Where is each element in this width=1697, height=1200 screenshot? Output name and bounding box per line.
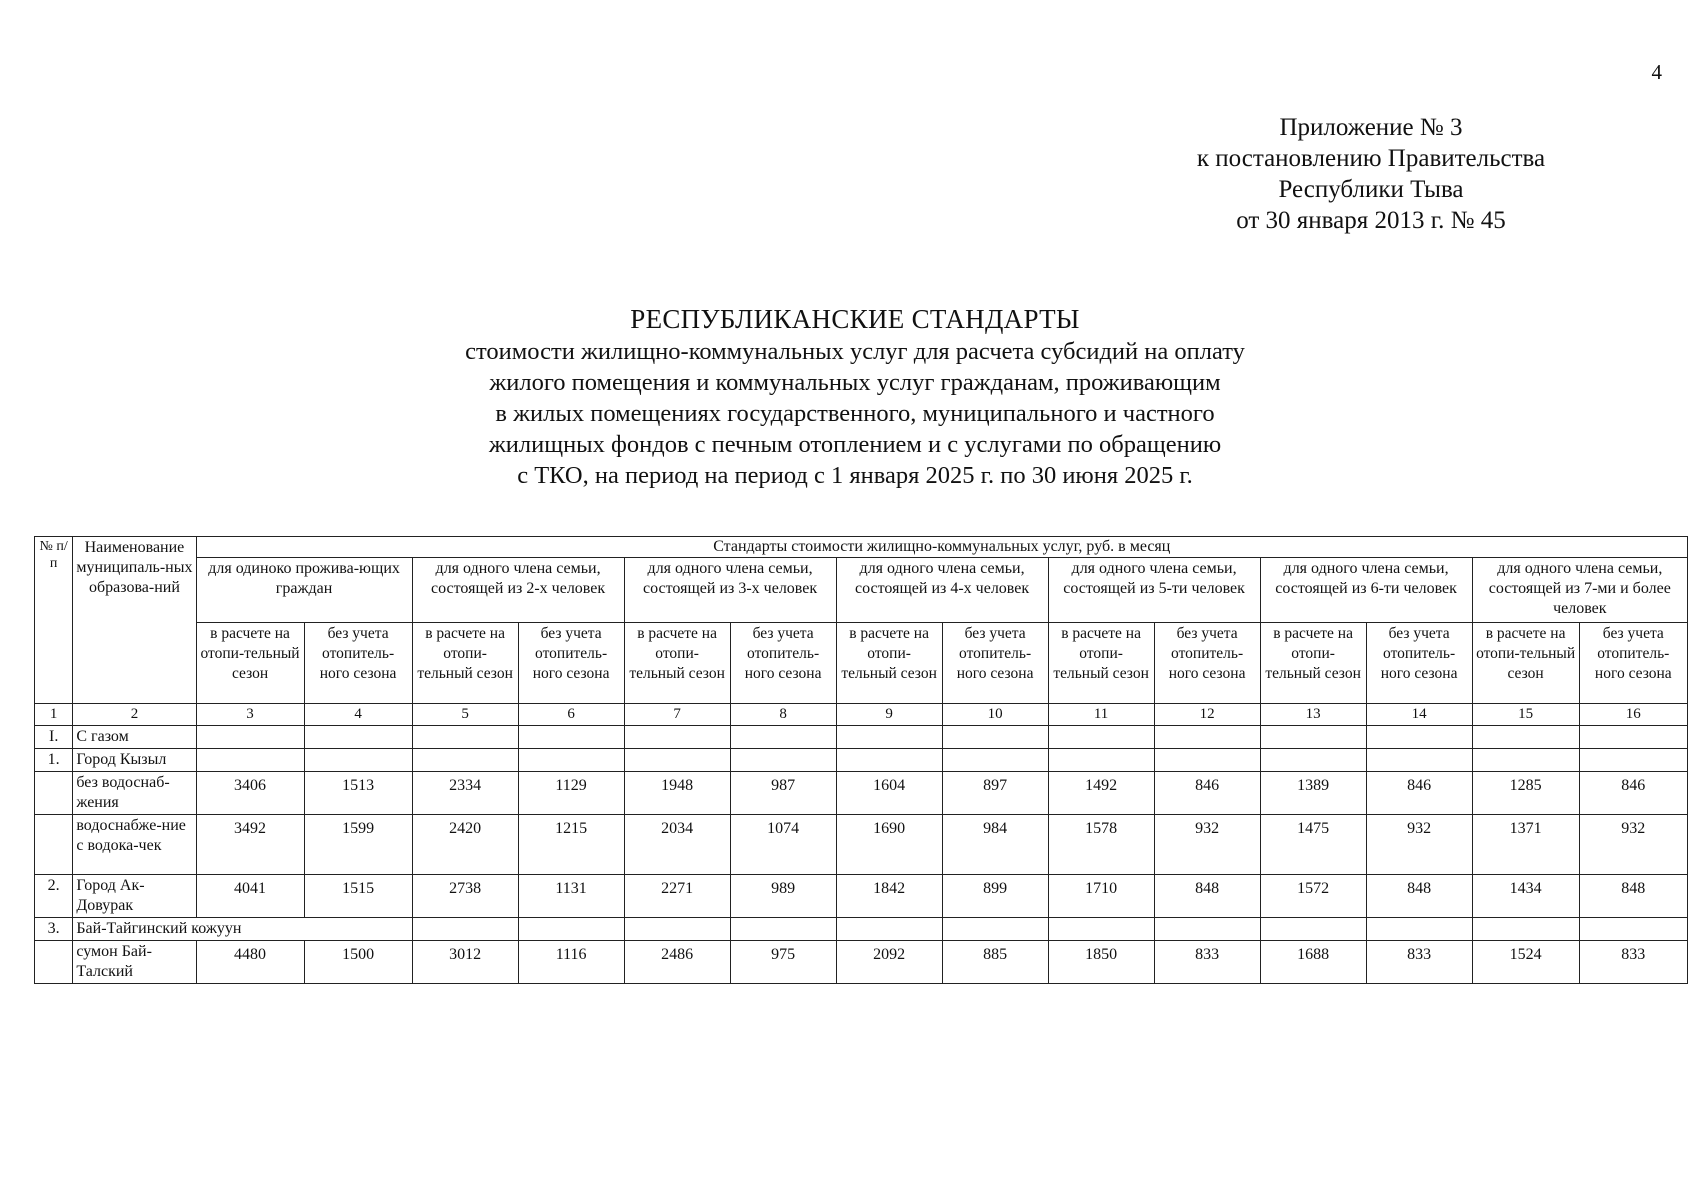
row-number: 2. <box>35 875 73 918</box>
row-number <box>35 941 73 984</box>
value-cell: 932 <box>1154 815 1260 875</box>
value-cell <box>1260 749 1366 772</box>
value-cell: 1524 <box>1472 941 1579 984</box>
value-cell <box>1472 749 1579 772</box>
appendix-line: к постановлению Правительства <box>1196 145 1546 172</box>
row-name: водоснабже-ние с водока-чек <box>73 815 196 875</box>
page-number: 4 <box>1651 60 1662 84</box>
value-cell <box>518 726 624 749</box>
header-group: для одного члена семьи, состоящей из 2-х человек <box>412 558 624 623</box>
standards-table <box>34 536 1688 984</box>
value-cell <box>1579 749 1687 772</box>
index-row <box>35 704 1688 726</box>
value-cell <box>1366 918 1472 941</box>
value-cell: 833 <box>1366 941 1472 984</box>
value-cell <box>730 749 836 772</box>
row-number: I. <box>35 726 73 749</box>
header-sub-with-heating: в расчете на отопи-тельный сезон <box>1260 623 1366 704</box>
value-cell <box>196 726 304 749</box>
value-cell <box>1579 726 1687 749</box>
value-cell: 1690 <box>836 815 942 875</box>
value-cell: 2092 <box>836 941 942 984</box>
value-cell: 1599 <box>304 815 412 875</box>
table-row <box>35 749 1688 772</box>
header-row <box>35 537 1688 558</box>
header-sub-with-heating: в расчете на отопи-тельный сезон <box>1048 623 1154 704</box>
value-cell <box>304 726 412 749</box>
value-cell: 833 <box>1579 941 1687 984</box>
table-row <box>35 918 1688 941</box>
value-cell: 1604 <box>836 772 942 815</box>
header-group: для одиноко прожива-ющих граждан <box>196 558 412 623</box>
value-cell: 4041 <box>196 875 304 918</box>
value-cell: 1578 <box>1048 815 1154 875</box>
value-cell <box>942 918 1048 941</box>
column-index: 3 <box>196 704 304 726</box>
header-sub-with-heating: в расчете на отопи-тельный сезон <box>196 623 304 704</box>
value-cell: 848 <box>1579 875 1687 918</box>
value-cell: 932 <box>1366 815 1472 875</box>
column-index: 12 <box>1154 704 1260 726</box>
value-cell: 1572 <box>1260 875 1366 918</box>
header-group: для одного члена семьи, состоящей из 5-ти человек <box>1048 558 1260 623</box>
row-name: Бай-Тайгинский кожуун <box>73 918 412 941</box>
value-cell: 987 <box>730 772 836 815</box>
value-cell <box>942 749 1048 772</box>
row-number <box>35 815 73 875</box>
value-cell <box>1048 749 1154 772</box>
value-cell <box>1048 726 1154 749</box>
value-cell: 1371 <box>1472 815 1579 875</box>
appendix-line: Республики Тыва <box>1278 176 1464 203</box>
header-group: для одного члена семьи, состоящей из 6-ти человек <box>1260 558 1472 623</box>
value-cell: 3492 <box>196 815 304 875</box>
table-row <box>35 726 1688 749</box>
row-number: 3. <box>35 918 73 941</box>
value-cell: 1688 <box>1260 941 1366 984</box>
table-header <box>35 537 1688 726</box>
value-cell <box>1579 918 1687 941</box>
value-cell: 2486 <box>624 941 730 984</box>
title-line: в жилых помещениях государственного, муниципального и частного <box>495 400 1215 427</box>
value-cell: 2271 <box>624 875 730 918</box>
column-index: 10 <box>942 704 1048 726</box>
value-cell: 4480 <box>196 941 304 984</box>
header-no: № п/п <box>35 537 73 704</box>
title-line: жилищных фондов с печным отоплением и с услугами по обращению <box>488 431 1222 458</box>
row-name: С газом <box>73 726 196 749</box>
value-cell <box>624 749 730 772</box>
header-group-title: Стандарты стоимости жилищно-коммунальных услуг, руб. в месяц <box>196 537 1687 558</box>
value-cell: 848 <box>1366 875 1472 918</box>
header-name: Наименование муниципаль-ных образова-ний <box>73 537 196 704</box>
value-cell <box>836 749 942 772</box>
value-cell: 846 <box>1154 772 1260 815</box>
value-cell <box>942 726 1048 749</box>
value-cell <box>1154 726 1260 749</box>
value-cell <box>1260 918 1366 941</box>
value-cell <box>1154 918 1260 941</box>
appendix-line: от 30 января 2013 г. № 45 <box>1236 207 1506 234</box>
column-index: 1 <box>35 704 73 726</box>
value-cell: 1500 <box>304 941 412 984</box>
column-index: 8 <box>730 704 836 726</box>
header-group: для одного члена семьи, состоящей из 4-х человек <box>836 558 1048 623</box>
value-cell: 3406 <box>196 772 304 815</box>
value-cell: 848 <box>1154 875 1260 918</box>
title-line: стоимости жилищно-коммунальных услуг для расчета субсидий на оплату <box>465 338 1245 365</box>
value-cell <box>412 749 518 772</box>
value-cell: 932 <box>1579 815 1687 875</box>
row-name: Город Кызыл <box>73 749 196 772</box>
value-cell: 2420 <box>412 815 518 875</box>
value-cell <box>730 726 836 749</box>
row-name: сумон Бай-Талский <box>73 941 196 984</box>
value-cell: 3012 <box>412 941 518 984</box>
value-cell: 833 <box>1154 941 1260 984</box>
value-cell <box>518 918 624 941</box>
value-cell: 1850 <box>1048 941 1154 984</box>
value-cell <box>1048 918 1154 941</box>
appendix-line: Приложение № 3 <box>1279 114 1463 141</box>
value-cell: 2034 <box>624 815 730 875</box>
header-group: для одного члена семьи, состоящей из 7-ми и более человек <box>1472 558 1687 623</box>
value-cell <box>624 726 730 749</box>
value-cell: 1475 <box>1260 815 1366 875</box>
value-cell: 846 <box>1579 772 1687 815</box>
value-cell: 1842 <box>836 875 942 918</box>
value-cell: 1515 <box>304 875 412 918</box>
value-cell: 899 <box>942 875 1048 918</box>
value-cell <box>730 918 836 941</box>
value-cell: 975 <box>730 941 836 984</box>
value-cell: 1434 <box>1472 875 1579 918</box>
value-cell <box>304 749 412 772</box>
value-cell: 1285 <box>1472 772 1579 815</box>
column-index: 15 <box>1472 704 1579 726</box>
row-number <box>35 772 73 815</box>
header-sub-with-heating: в расчете на отопи-тельный сезон <box>836 623 942 704</box>
row-name: Город Ак-Довурак <box>73 875 196 918</box>
title-main: РЕСПУБЛИКАНСКИЕ СТАНДАРТЫ <box>630 304 1080 334</box>
header-group: для одного члена семьи, состоящей из 3-х человек <box>624 558 836 623</box>
value-cell: 885 <box>942 941 1048 984</box>
table-row <box>35 772 1688 815</box>
header-sub-with-heating: в расчете на отопи-тельный сезон <box>412 623 518 704</box>
value-cell: 1492 <box>1048 772 1154 815</box>
value-cell: 2334 <box>412 772 518 815</box>
column-index: 14 <box>1366 704 1472 726</box>
title-subtitle <box>280 336 1430 491</box>
value-cell <box>1472 726 1579 749</box>
value-cell <box>196 749 304 772</box>
column-index: 6 <box>518 704 624 726</box>
value-cell <box>412 726 518 749</box>
value-cell <box>836 918 942 941</box>
column-index: 2 <box>73 704 196 726</box>
column-index: 4 <box>304 704 412 726</box>
value-cell: 1074 <box>730 815 836 875</box>
column-index: 13 <box>1260 704 1366 726</box>
table-body <box>35 726 1688 984</box>
column-index: 5 <box>412 704 518 726</box>
document-title <box>280 303 1430 491</box>
column-index: 11 <box>1048 704 1154 726</box>
column-index: 16 <box>1579 704 1687 726</box>
value-cell <box>1366 726 1472 749</box>
value-cell: 1710 <box>1048 875 1154 918</box>
value-cell <box>1260 726 1366 749</box>
value-cell: 984 <box>942 815 1048 875</box>
value-cell: 1129 <box>518 772 624 815</box>
value-cell: 846 <box>1366 772 1472 815</box>
column-index: 7 <box>624 704 730 726</box>
table-row <box>35 875 1688 918</box>
value-cell: 1389 <box>1260 772 1366 815</box>
title-line: жилого помещения и коммунальных услуг гражданам, проживающим <box>489 369 1221 396</box>
value-cell <box>1154 749 1260 772</box>
appendix-note <box>1131 112 1611 236</box>
value-cell <box>624 918 730 941</box>
value-cell: 2738 <box>412 875 518 918</box>
title-line: с ТКО, на период на период с 1 января 2025 г. по 30 июня 2025 г. <box>517 462 1193 489</box>
value-cell: 1513 <box>304 772 412 815</box>
header-sub-with-heating: в расчете на отопи-тельный сезон <box>1472 623 1579 704</box>
value-cell <box>1366 749 1472 772</box>
table-row <box>35 941 1688 984</box>
table-row <box>35 815 1688 875</box>
header-sub-without-heating: без учета отопитель-ного сезона <box>1366 623 1472 704</box>
value-cell: 1116 <box>518 941 624 984</box>
value-cell <box>518 749 624 772</box>
row-number: 1. <box>35 749 73 772</box>
header-sub-without-heating: без учета отопитель-ного сезона <box>942 623 1048 704</box>
value-cell <box>412 918 518 941</box>
header-sub-without-heating: без учета отопитель-ного сезона <box>518 623 624 704</box>
header-sub-without-heating: без учета отопитель-ного сезона <box>1579 623 1687 704</box>
value-cell <box>1472 918 1579 941</box>
value-cell: 1131 <box>518 875 624 918</box>
header-row <box>35 558 1688 623</box>
value-cell: 1215 <box>518 815 624 875</box>
value-cell <box>836 726 942 749</box>
value-cell: 897 <box>942 772 1048 815</box>
header-sub-without-heating: без учета отопитель-ного сезона <box>304 623 412 704</box>
column-index: 9 <box>836 704 942 726</box>
header-sub-without-heating: без учета отопитель-ного сезона <box>730 623 836 704</box>
row-name: без водоснаб-жения <box>73 772 196 815</box>
header-sub-with-heating: в расчете на отопи-тельный сезон <box>624 623 730 704</box>
value-cell: 989 <box>730 875 836 918</box>
header-sub-without-heating: без учета отопитель-ного сезона <box>1154 623 1260 704</box>
value-cell: 1948 <box>624 772 730 815</box>
header-row <box>35 623 1688 704</box>
